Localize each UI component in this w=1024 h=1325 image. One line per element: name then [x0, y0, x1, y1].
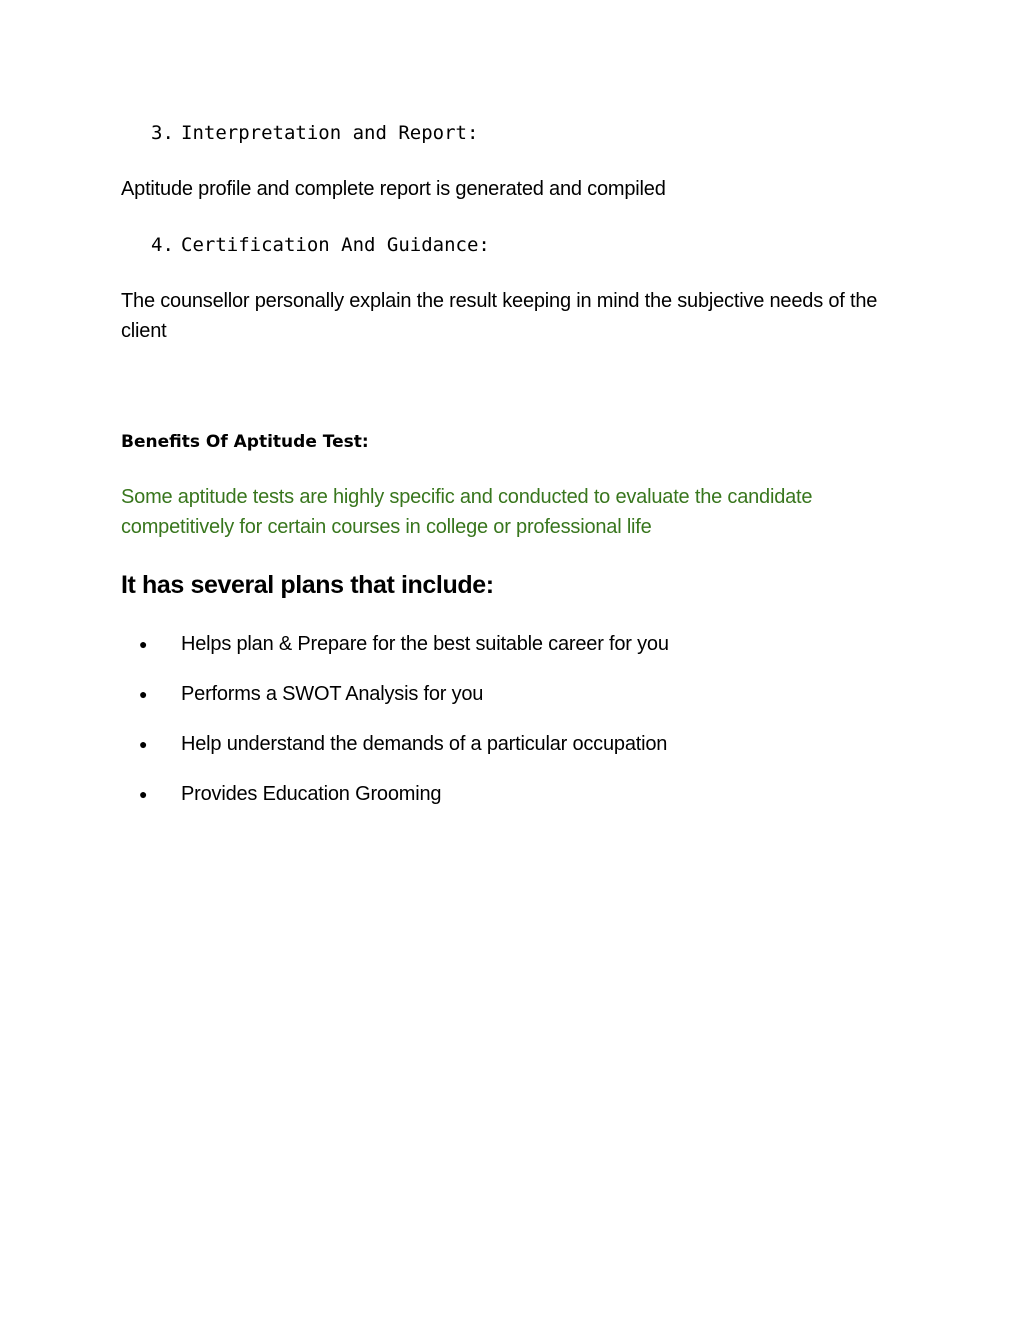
list-item-label: Help understand the demands of a particular occupation: [181, 733, 668, 755]
list-item-label: Performs a SWOT Analysis for you: [181, 683, 484, 705]
plans-heading: It has several plans that include:: [121, 571, 494, 599]
benefits-description: Some aptitude tests are highly specific and conducted to evaluate the candidate competitively for certain courses in college or professional life: [121, 486, 813, 538]
bullet-icon: ●: [139, 786, 148, 802]
step-number: 3.: [151, 122, 174, 144]
step-title: Interpretation and Report:: [181, 122, 479, 144]
list-item-label: Helps plan & Prepare for the best suitable career for you: [181, 633, 669, 655]
step-heading-interpretation: [151, 121, 478, 145]
step-title: Certification And Guidance:: [181, 234, 490, 256]
benefits-heading: Benefits Of Aptitude Test:: [121, 432, 369, 452]
counsellor-paragraph: The counsellor personally explain the result keeping in mind the subjective needs of the client: [121, 290, 878, 342]
step-number: 4.: [151, 234, 174, 256]
bullet-icon: ●: [139, 636, 148, 652]
list-item-label: Provides Education Grooming: [181, 783, 442, 805]
bullet-icon: ●: [139, 686, 148, 702]
report-paragraph: Aptitude profile and complete report is generated and compiled: [121, 178, 666, 200]
bullet-icon: ●: [139, 736, 148, 752]
step-heading-certification: [151, 233, 490, 257]
